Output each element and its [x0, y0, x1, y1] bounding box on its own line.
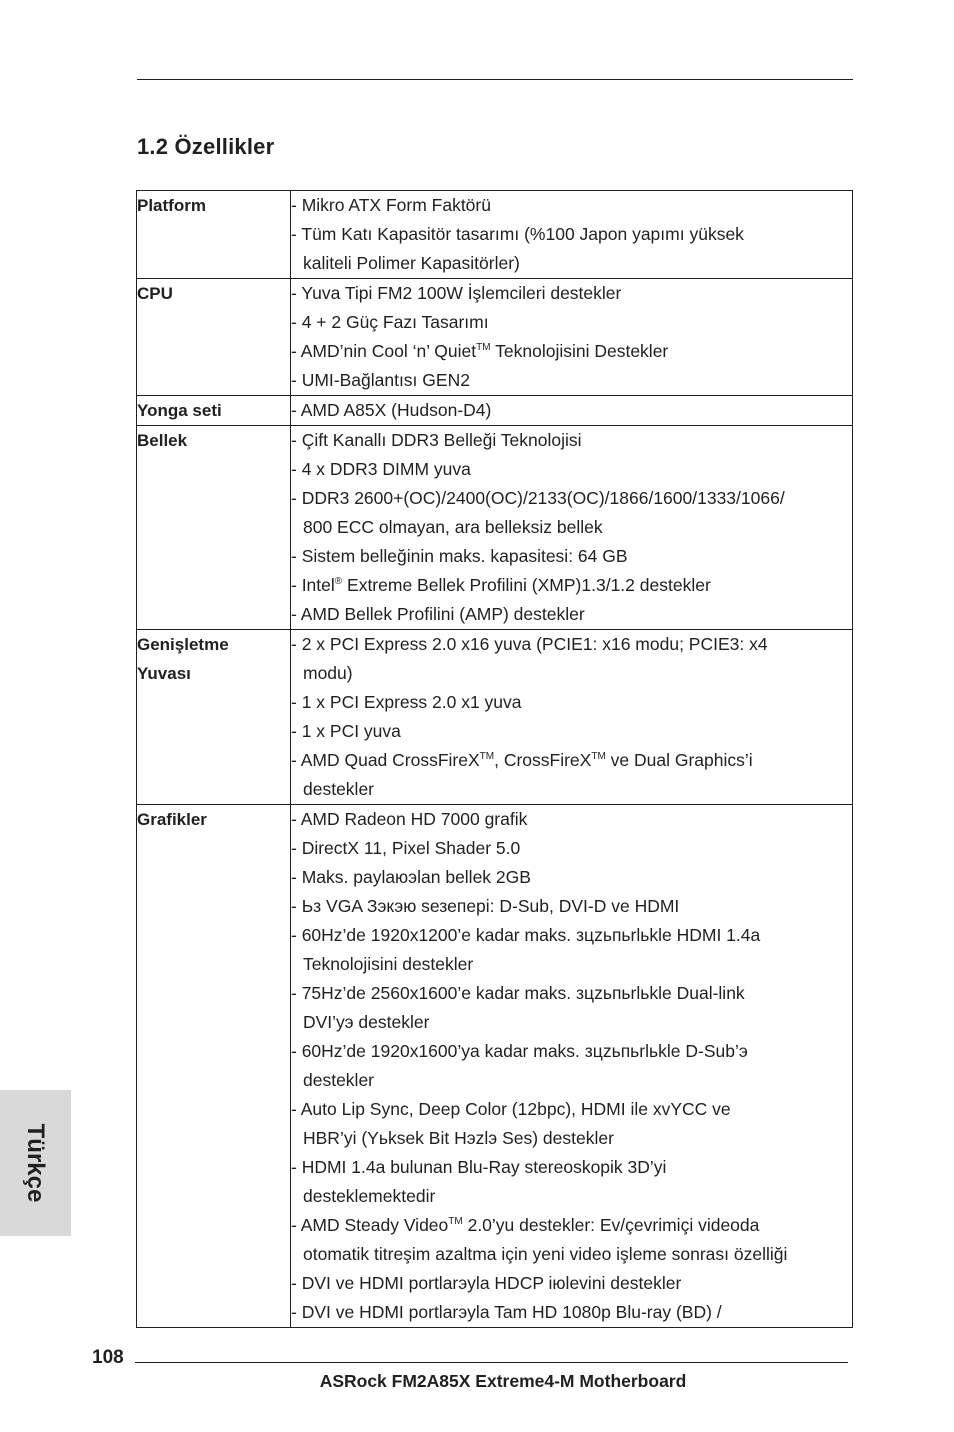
spec-text: HBR’yi (Yьksek Bit Hэzlэ Ses) destekler [303, 1128, 614, 1148]
spec-text: , CrossFireX [494, 750, 592, 770]
header-rule [137, 79, 853, 80]
spec-line [291, 921, 852, 950]
footer-title: ASRock FM2A85X Extreme4-M Motherboard [319, 1371, 687, 1391]
spec-text: - AMD Radeon HD 7000 grafik [291, 809, 528, 829]
spec-text: - AMD Steady Video [291, 1215, 449, 1235]
spec-values [291, 279, 853, 396]
spec-line [291, 834, 852, 863]
spec-line [291, 249, 852, 278]
spec-text: ve Dual Graphics’i [605, 750, 753, 770]
spec-line [291, 659, 852, 688]
spec-line [291, 1124, 852, 1153]
spec-line [291, 1211, 852, 1240]
spec-text: destekler [303, 1070, 375, 1090]
spec-row [137, 191, 853, 279]
spec-line [291, 220, 852, 249]
spec-line [291, 542, 852, 571]
spec-text: - Intel [291, 575, 335, 595]
spec-table-body [137, 191, 853, 1328]
spec-line [291, 775, 852, 804]
spec-line [291, 279, 852, 308]
spec-label [137, 805, 291, 1328]
spec-line [291, 688, 852, 717]
spec-label [137, 279, 291, 396]
spec-text: desteklemektedir [303, 1186, 436, 1206]
language-tab-label: Türkçe [22, 1123, 49, 1203]
spec-label [137, 396, 291, 426]
spec-text: - AMD A85X (Hudson-D4) [291, 400, 492, 420]
spec-text: modu) [303, 663, 353, 683]
spec-line [291, 484, 852, 513]
spec-text: - UMI-Bağlantısı GEN2 [291, 370, 470, 390]
spec-label-line: CPU [137, 284, 173, 303]
spec-text: - 1 x PCI Express 2.0 x1 yuva [291, 692, 522, 712]
spec-line [291, 746, 852, 775]
spec-text: - HDMI 1.4a bulunan Blu-Ray stereoskopik 3D’yi [291, 1157, 667, 1177]
spec-text: Teknolojisini destekler [303, 954, 474, 974]
spec-text: - 60Hz’de 1920x1600’ya kadar maks. зцzьпьrlьkle D-Sub’э [291, 1041, 748, 1061]
spec-text: - AMD Quad CrossFireX [291, 750, 480, 770]
trademark-mark: TM [591, 751, 606, 763]
spec-line [291, 1095, 852, 1124]
spec-text: otomatik titreşim azaltma için yeni video işleme sonrası özelliği [303, 1244, 788, 1264]
spec-line [291, 1008, 852, 1037]
spec-text: - DDR3 2600+(OC)/2400(OC)/2133(OC)/1866/1600/1333/1066/ [291, 488, 785, 508]
spec-text: - DVI ve HDMI portlarэyla HDCP iюlevini destekler [291, 1273, 682, 1293]
spec-line [291, 571, 852, 600]
spec-line [291, 366, 852, 395]
spec-line [291, 1182, 852, 1211]
spec-label-line: Platform [137, 196, 206, 215]
language-tab [0, 1090, 71, 1236]
spec-text: - 60Hz’de 1920x1200’e kadar maks. зцzьпьrlьkle HDMI 1.4a [291, 925, 761, 945]
spec-row [137, 279, 853, 396]
spec-line [291, 950, 852, 979]
spec-row [137, 396, 853, 426]
spec-text: Extreme Bellek Profilini (XMP)1.3/1.2 destekler [342, 575, 711, 595]
spec-text: - AMD’nin Cool ‘n’ Quiet [291, 341, 477, 361]
spec-table [136, 190, 853, 1328]
spec-row [137, 805, 853, 1328]
spec-line [291, 979, 852, 1008]
spec-text: destekler [303, 779, 375, 799]
trademark-mark: ® [334, 576, 343, 588]
spec-line [291, 630, 852, 659]
spec-line [291, 1153, 852, 1182]
trademark-mark: TM [476, 342, 491, 354]
spec-text: - DirectX 11, Pixel Shader 5.0 [291, 838, 521, 858]
spec-label-line: Bellek [137, 431, 188, 450]
section-title: 1.2 Özellikler [137, 134, 275, 159]
spec-line [291, 1298, 852, 1327]
spec-line [291, 1269, 852, 1298]
spec-text: - 4 + 2 Güç Fazı Tasarımı [291, 312, 489, 332]
spec-line [291, 600, 852, 629]
trademark-mark: TM [479, 751, 495, 763]
spec-line [291, 396, 852, 425]
spec-text: - Mikro ATX Form Faktörü [291, 195, 491, 215]
spec-text: 800 ECC olmayan, ara belleksiz bellek [303, 517, 603, 537]
spec-line [291, 1037, 852, 1066]
spec-line [291, 863, 852, 892]
footer-rule [135, 1362, 848, 1363]
spec-text: - 1 x PCI yuva [291, 721, 401, 741]
trademark-mark: TM [448, 1216, 463, 1228]
spec-values [291, 191, 853, 279]
spec-text: DVI’уэ destekler [303, 1012, 430, 1032]
spec-text: - Yuva Tipi FM2 100W İşlemcileri destekler [291, 283, 622, 303]
spec-values [291, 396, 853, 426]
spec-values [291, 630, 853, 805]
spec-text: - Auto Lip Sync, Deep Color (12bpc), HDMI ile xvYCC ve [291, 1099, 731, 1119]
spec-label-line: Yonga seti [137, 401, 222, 420]
spec-label [137, 191, 291, 279]
spec-line [291, 805, 852, 834]
spec-text: - Ьз VGA Зэкэю sезепері: D-Sub, DVI-D ve HDMI [291, 896, 680, 916]
spec-label [137, 426, 291, 630]
spec-text: - Tüm Katı Kapasitör tasarımı (%100 Japon yapımı yüksek [291, 224, 744, 244]
spec-line [291, 308, 852, 337]
spec-line [291, 892, 852, 921]
spec-line [291, 1066, 852, 1095]
spec-text: - 4 x DDR3 DIMM yuva [291, 459, 471, 479]
spec-label [137, 630, 291, 805]
spec-text: 2.0’yu destekler: Ev/çevrimiçi videoda [462, 1215, 760, 1235]
spec-text: - Maks. paylaюэlan bellek 2GB [291, 867, 531, 887]
spec-values [291, 426, 853, 630]
spec-values [291, 805, 853, 1328]
spec-text: - DVI ve HDMI portlarэyla Tam HD 1080p Blu-ray (BD) / [291, 1302, 722, 1322]
spec-text: Teknolojisini Destekler [490, 341, 669, 361]
spec-line [291, 1240, 852, 1269]
spec-text: - Çift Kanallı DDR3 Belleği Teknolojisi [291, 430, 582, 450]
spec-text: - Sistem belleğinin maks. kapasitesi: 64 GB [291, 546, 628, 566]
spec-text: - AMD Bellek Profilini (AMP) destekler [291, 604, 585, 624]
spec-line [291, 337, 852, 366]
spec-row [137, 426, 853, 630]
page-number: 108 [92, 1347, 124, 1368]
spec-label-line: Grafikler [137, 810, 207, 829]
spec-line [291, 191, 852, 220]
spec-text: - 2 x PCI Express 2.0 x16 yuva (PCIE1: x16 modu; PCIE3: x4 [291, 634, 768, 654]
spec-label-line: Yuvası [137, 664, 191, 683]
spec-line [291, 426, 852, 455]
spec-line [291, 717, 852, 746]
spec-text: - 75Hz’de 2560x1600’e kadar maks. зцzьпьrlьkle Dual-link [291, 983, 745, 1003]
spec-label-line: Genişletme [137, 635, 229, 654]
spec-text: kaliteli Polimer Kapasitörler) [303, 253, 520, 273]
spec-row [137, 630, 853, 805]
spec-line [291, 513, 852, 542]
spec-line [291, 455, 852, 484]
